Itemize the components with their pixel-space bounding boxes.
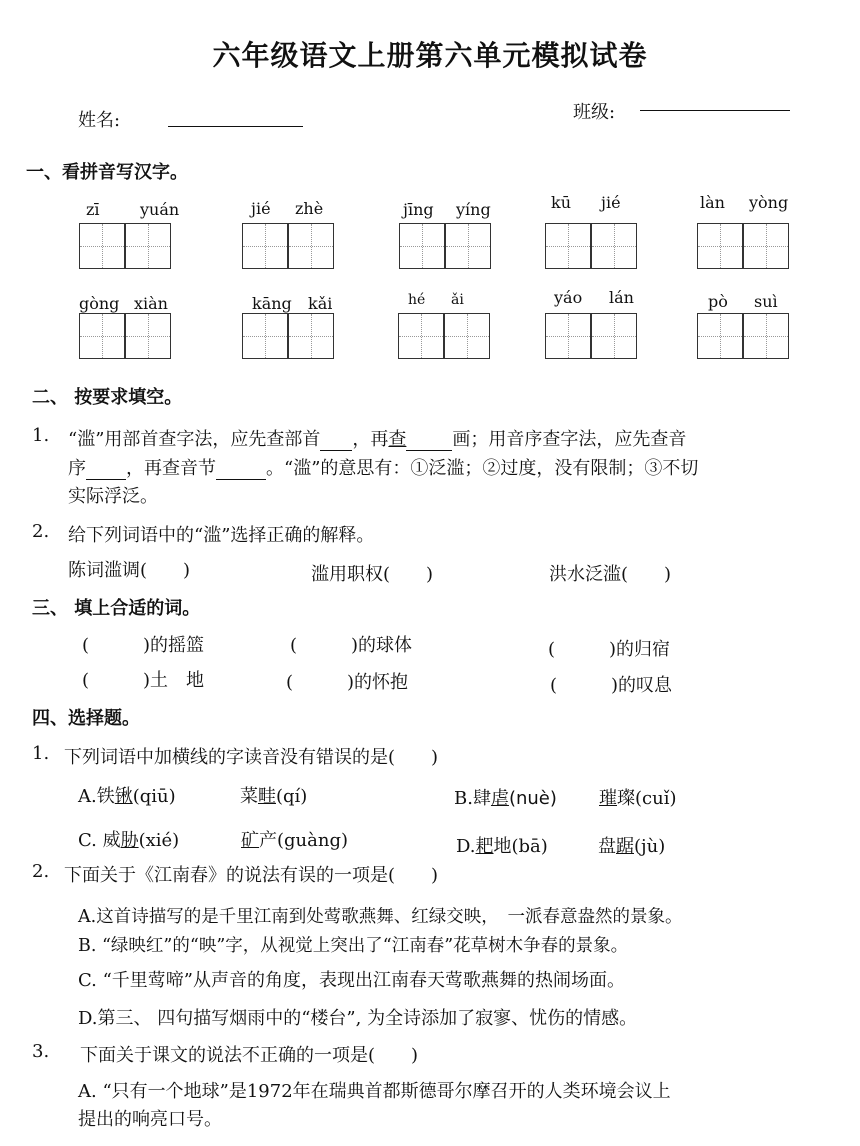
- option-b-2[interactable]: [599, 784, 676, 810]
- writing-box[interactable]: [697, 223, 743, 269]
- section-1-heading: 一、看拼音写汉字。: [26, 162, 188, 183]
- pinyin: yuán: [140, 200, 180, 219]
- writing-box[interactable]: [242, 223, 288, 269]
- option-d[interactable]: [456, 832, 548, 858]
- pinyin: suì: [754, 292, 778, 311]
- opt-text: 畦: [258, 786, 276, 807]
- fill-blank[interactable]: [86, 458, 126, 480]
- pinyin: kāng: [252, 294, 292, 313]
- opt-text: (nuè): [508, 788, 557, 809]
- opt-text: D.: [456, 836, 476, 857]
- q-text: ，再: [352, 429, 389, 450]
- option-c-2[interactable]: [241, 826, 348, 852]
- writing-box[interactable]: [399, 223, 445, 269]
- question-text: 下列词语中加横线的字读音没有错误的是( ): [64, 747, 439, 768]
- fill-item[interactable]: ( )的叹息: [550, 675, 673, 696]
- writing-box[interactable]: [591, 313, 637, 359]
- name-blank[interactable]: [168, 126, 303, 127]
- question-text: 下面关于《江南春》的说法有误的一项是( ): [64, 865, 439, 886]
- question-number: 1.: [32, 425, 50, 446]
- writing-box[interactable]: [125, 313, 171, 359]
- pinyin: jīng: [403, 200, 434, 219]
- pinyin: jié: [251, 199, 271, 218]
- pinyin: ǎi: [451, 292, 464, 308]
- fill-blank[interactable]: [406, 429, 452, 451]
- opt-text: 璀: [599, 788, 617, 809]
- option-c[interactable]: [78, 826, 179, 852]
- option-a[interactable]: A. “只有一个地球”是1972年在瑞典首都斯德哥尔摩召开的人类环境会议上: [78, 1081, 671, 1102]
- opt-text: 璨(cuǐ): [617, 788, 677, 809]
- opt-text: 耙: [475, 836, 494, 857]
- writing-box[interactable]: [591, 223, 637, 269]
- option-a-2[interactable]: [240, 782, 307, 808]
- answer-item[interactable]: 洪水泛滥( ): [549, 564, 672, 585]
- opt-text: 虐: [490, 788, 509, 809]
- writing-box[interactable]: [79, 223, 125, 269]
- opt-text: (jù): [634, 836, 666, 857]
- pinyin: hé: [408, 292, 426, 308]
- pinyin: jié: [601, 193, 621, 212]
- opt-text: 踞: [616, 836, 634, 857]
- question-text: 实际浮泛。: [68, 486, 158, 507]
- section-4-heading: 四、选择题。: [32, 708, 140, 729]
- fill-item[interactable]: ( )的球体: [290, 635, 413, 656]
- writing-box[interactable]: [445, 223, 491, 269]
- option-a[interactable]: A.这首诗描写的是千里江南到处莺歌燕舞、红绿交映， 一派春意盎然的景象。: [78, 907, 683, 927]
- pinyin: gòng: [79, 294, 120, 313]
- option-d-2[interactable]: [598, 832, 665, 858]
- opt-text: (qí): [276, 786, 308, 807]
- option-d[interactable]: D.第三、 四句描写烟雨中的“楼台”, 为全诗添加了寂寥、忧伤的情感。: [78, 1008, 638, 1029]
- fill-item[interactable]: ( )土 地: [82, 670, 205, 691]
- opt-text: 菜: [240, 786, 258, 807]
- q-text: “滥”用部首查字法，应先查部首: [68, 429, 321, 450]
- writing-box[interactable]: [242, 313, 288, 359]
- pinyin: yíng: [456, 200, 491, 219]
- question-text: 给下列词语中的“滥”选择正确的解释。: [68, 525, 375, 546]
- opt-text: A.铁: [78, 786, 115, 807]
- fill-blank[interactable]: [216, 458, 266, 480]
- opt-text: C. 威: [78, 830, 121, 851]
- opt-text: B.肆: [454, 788, 491, 809]
- option-a-cont: 提出的响亮口号。: [78, 1109, 222, 1130]
- pinyin: làn: [700, 193, 725, 212]
- question-number: 2.: [32, 521, 50, 542]
- q-text: 序: [68, 458, 86, 479]
- pinyin: kǎi: [308, 294, 333, 313]
- pinyin: xiàn: [134, 294, 168, 313]
- opt-text: (qiū): [132, 786, 176, 807]
- question-number: 3.: [32, 1041, 50, 1062]
- pinyin: pò: [708, 292, 728, 311]
- option-b[interactable]: [454, 784, 557, 810]
- opt-text: 胁: [120, 830, 139, 851]
- opt-text: 矿: [241, 830, 259, 851]
- answer-item[interactable]: 陈词滥调( ): [68, 560, 191, 581]
- section-2-heading: 二、 按要求填空。: [32, 387, 183, 408]
- writing-box[interactable]: [545, 223, 591, 269]
- opt-text: (xié): [138, 830, 180, 851]
- section-3-heading: 三、 填上合适的词。: [32, 598, 201, 619]
- pinyin: zhè: [295, 199, 324, 218]
- pinyin: zī: [86, 200, 100, 219]
- class-label: 班级:: [573, 102, 616, 123]
- page-title: 六年级语文上册第六单元模拟试卷: [212, 39, 648, 72]
- answer-item[interactable]: 滥用职权( ): [311, 564, 434, 585]
- writing-box[interactable]: [288, 223, 334, 269]
- writing-box[interactable]: [398, 313, 444, 359]
- q-text: 查: [388, 429, 407, 450]
- option-b[interactable]: B. “绿映红”的“映”字，从视觉上突出了“江南春”花草树木争春的景象。: [78, 936, 629, 956]
- opt-text: 锹: [114, 786, 133, 807]
- writing-box[interactable]: [125, 223, 171, 269]
- pinyin: yáo: [554, 288, 583, 307]
- writing-box[interactable]: [545, 313, 591, 359]
- q-text: 。“滥”的意思有：①泛滥；②过度，没有限制；③不切: [266, 458, 699, 479]
- option-c[interactable]: C. “千里莺啼”从声音的角度，表现出江南春天莺歌燕舞的热闹场面。: [78, 970, 625, 991]
- q-text: 画；用音序查字法，应先查音: [452, 429, 687, 450]
- writing-box[interactable]: [743, 223, 789, 269]
- writing-box[interactable]: [79, 313, 125, 359]
- question-number: 1.: [32, 743, 50, 764]
- opt-text: 产(guàng): [259, 830, 349, 851]
- fill-item[interactable]: ( )的归宿: [548, 639, 671, 660]
- option-a[interactable]: [78, 782, 176, 808]
- fill-blank[interactable]: [320, 429, 352, 451]
- pinyin: lán: [609, 288, 634, 307]
- writing-box[interactable]: [743, 313, 789, 359]
- pinyin: kū: [551, 193, 571, 212]
- opt-text: 盘: [598, 836, 616, 857]
- writing-box[interactable]: [444, 313, 490, 359]
- class-blank[interactable]: [640, 110, 790, 111]
- name-label: 姓名:: [78, 110, 121, 131]
- fill-item[interactable]: ( )的摇篮: [82, 635, 205, 656]
- writing-box[interactable]: [288, 313, 334, 359]
- question-number: 2.: [32, 861, 50, 882]
- pinyin: yòng: [749, 193, 789, 212]
- writing-box[interactable]: [697, 313, 743, 359]
- question-text: [68, 454, 698, 480]
- question-text: 下面关于课文的说法不正确的一项是( ): [80, 1045, 419, 1066]
- question-text: [68, 425, 686, 451]
- fill-item[interactable]: ( )的怀抱: [286, 672, 409, 693]
- opt-text: 地(bā): [493, 836, 548, 857]
- q-text: ，再查音节: [126, 458, 216, 479]
